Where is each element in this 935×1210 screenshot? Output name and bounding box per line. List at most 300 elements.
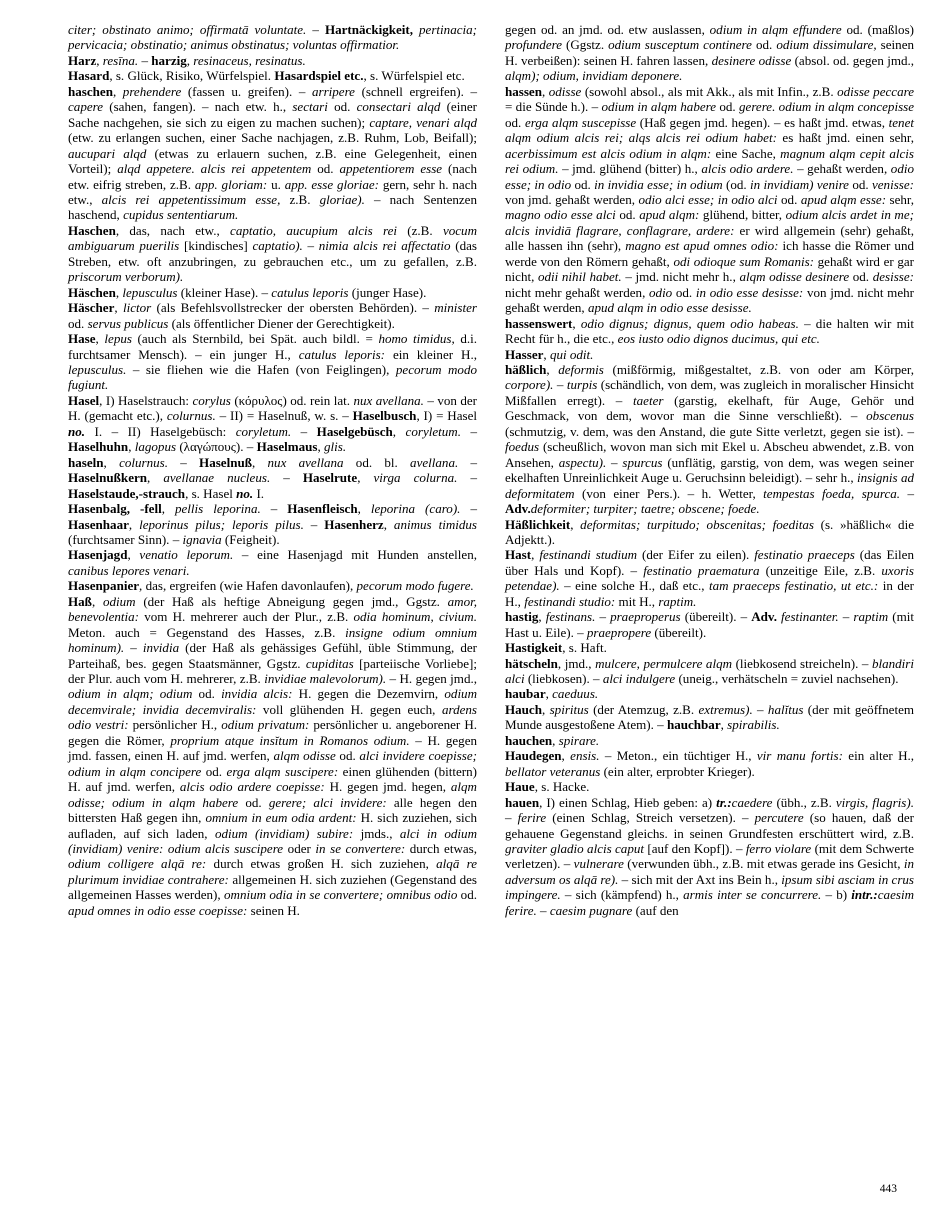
latin-gloss: in odio esse desisse: <box>695 284 804 300</box>
headword: hauen <box>505 794 540 810</box>
latin-gloss: odium in alqm; odium <box>68 686 193 702</box>
headword: hassen <box>505 83 542 99</box>
german-text: (z.B. <box>397 222 443 238</box>
german-text: – <box>900 485 914 501</box>
headword: Häscher <box>68 300 115 316</box>
german-text: – nach Sentenzen haschend, <box>68 191 477 223</box>
latin-gloss: odium in alqm habere <box>601 99 717 115</box>
latin-gloss: consectari alqd <box>356 99 441 115</box>
german-text: (schnell ergreifen). – <box>354 83 477 99</box>
dictionary-entry <box>505 795 914 919</box>
latin-gloss: odium <box>102 593 136 609</box>
latin-gloss: gerere. odium in alqm concepisse <box>739 99 915 115</box>
german-text: (das Streben, etw. oft anzubringen, zu gebrauchen etc., um zu gefallen, z.B. <box>68 238 478 269</box>
latin-gloss: graviter gladio alcis caput <box>505 841 645 857</box>
german-text: durch etwas, <box>405 841 477 857</box>
bold-italic-marker: no. <box>236 485 254 501</box>
headword: Haselnußkern <box>68 470 148 486</box>
latin-gloss: invidia <box>142 640 180 656</box>
page-number: 443 <box>879 1183 897 1195</box>
german-text: – eine Hasenjagd mit Hunden anstellen, <box>233 547 477 563</box>
dictionary-entry <box>68 547 477 578</box>
latin-gloss: prehendere <box>122 83 182 99</box>
german-text: – H. gegen jmd., <box>386 671 477 687</box>
latin-gloss: pecorum modo fugiunt. <box>68 361 477 393</box>
latin-gloss: alqm odisse; odium in alqm habere <box>68 779 477 810</box>
latin-gloss: leporinus pilus; leporis pilus. <box>139 516 304 532</box>
latin-gloss: in adversum os alqā re). <box>505 856 914 887</box>
dictionary-entry <box>505 22 914 84</box>
german-text: gehaßt wird er gar nicht, <box>505 253 914 285</box>
latin-gloss: ardens odio vestri: <box>68 701 477 733</box>
german-text: alle hegen den bittersten Haß gegen ihn, <box>68 794 477 826</box>
german-text: – sich (kämpfend) h., <box>560 887 684 903</box>
latin-gloss: deformis <box>558 361 604 377</box>
latin-gloss: odium (invidiam) subire: <box>214 825 354 841</box>
german-text: (unflätig, garstig, von dem, was wegen seiner ekelhaften Unreinlichkeit Auge u. Geruchsinn beleidigt). – sehr h., <box>505 454 915 486</box>
latin-gloss: alqm odisse desinere <box>739 269 850 285</box>
dictionary-entry <box>68 300 477 331</box>
german-text: (von einer Pers.). – h. Wetter, <box>574 485 764 501</box>
headword: Hauch <box>505 701 542 717</box>
latin-gloss: deformitas; turpitudo; obscenitas; foeditas <box>580 516 814 532</box>
headword: Hasenherz <box>324 516 384 532</box>
latin-gloss: odia hominum, civium. <box>353 609 477 625</box>
latin-gloss: pertinacia; pervicacia; obstinatio; animus obstinatus; voluntas offirmatior. <box>68 22 478 53</box>
headword: Hasard <box>68 68 110 84</box>
latin-gloss: festinandi studium <box>539 547 638 563</box>
german-text: (kleiner Hase). – <box>177 284 272 300</box>
german-text: – <box>291 423 317 439</box>
latin-gloss: odium colligere alqā re: <box>68 856 207 872</box>
german-text: , <box>114 300 123 316</box>
german-text: – <box>553 377 567 393</box>
headword: Haselhuhn <box>68 439 129 455</box>
german-text: , <box>570 516 581 532</box>
latin-gloss: nux avellana. <box>353 392 424 408</box>
latin-gloss: colurnus. <box>166 408 216 424</box>
latin-gloss: odium privatum: <box>221 717 310 733</box>
dictionary-entry <box>505 316 914 347</box>
headword: Hasenfleisch <box>287 501 358 517</box>
german-text: , <box>572 315 581 331</box>
german-text: es haßt jmd. einen sehr, <box>776 130 914 146</box>
headword: harzig <box>151 52 187 68</box>
german-text: (verwunden übh., z.B. mit etwas gerade ins Gesicht, <box>623 856 904 872</box>
latin-gloss: ferire <box>517 810 547 826</box>
german-text: (als Befehlsvollstrecker der obersten Behörden). – <box>151 300 435 316</box>
latin-gloss: sectari <box>292 99 328 115</box>
german-text: (der mit geöffnetem Munde ausgestoßene Atem). – <box>505 701 915 733</box>
latin-gloss: odium dissimulare, <box>776 37 877 53</box>
german-text: – <box>460 501 477 517</box>
headword: Haselmaus <box>256 439 318 455</box>
german-text: (übereilt). – <box>680 609 752 625</box>
german-text: od. <box>615 207 640 223</box>
latin-gloss: profundere <box>505 37 563 53</box>
latin-gloss: in invidiam) venire <box>750 176 849 192</box>
dictionary-entry <box>505 547 914 609</box>
german-text: od. bl. <box>343 454 411 470</box>
german-text: – Meton., ein tüchtiger H., <box>599 748 757 764</box>
german-text: H. gegen jmd. hegen, <box>324 779 451 795</box>
german-text: (als öffentlicher Diener der Gerechtigkeit). <box>168 315 395 331</box>
german-text: (etw. zu erlangen suchen, einer Sache nachjagen, z.B. Ruhm, Lob, Beifall); <box>68 130 477 146</box>
german-text: , <box>538 609 546 625</box>
latin-gloss: odium susceptum continere <box>608 37 752 53</box>
german-text: – jmd. nicht mehr h., <box>621 269 740 285</box>
german-text: (Ggstz. <box>562 37 609 53</box>
latin-gloss: amor, benevolentia: <box>68 593 477 625</box>
german-text: , <box>127 547 140 563</box>
latin-gloss: armis inter se concurrere. <box>683 887 822 903</box>
headword: Hasenbalg, -fell <box>68 501 162 517</box>
latin-gloss: uxoris petendae). <box>505 562 915 594</box>
german-text: od. <box>716 99 739 115</box>
german-text: ich hasse die Römer und werde von den Römern gehaßt, <box>505 238 914 269</box>
german-text: (absol. od. gegen jmd., <box>791 52 915 68</box>
german-text: (liebkosen). – <box>524 671 603 687</box>
headword: Haselnuß <box>199 454 252 470</box>
dictionary-entry <box>505 656 914 687</box>
latin-gloss: apud omnes in odio esse coepisse: <box>68 902 248 918</box>
german-text: (auf den <box>632 902 679 918</box>
german-text: , s. Haft. <box>562 640 607 656</box>
latin-gloss: animus timidus <box>393 516 477 532</box>
german-text: od. <box>201 763 227 779</box>
german-text: – <box>595 609 611 625</box>
headword: Hasenhaar <box>68 516 129 532</box>
german-text: , <box>720 717 728 733</box>
german-text: vom H. mehrerer auch der Plur., z.B. <box>139 609 354 625</box>
german-text: = die Sünde h.). – <box>505 99 602 115</box>
german-text: (λαγώπους). – <box>176 439 257 455</box>
german-text: – <box>270 470 303 486</box>
german-text: – jmd. glühend (bitter) h., <box>558 161 702 177</box>
headword: Hartnäckigkeit, <box>324 22 413 37</box>
german-text: (uneig., verhätscheln = zuviel nachsehen). <box>675 671 899 687</box>
latin-gloss: vocum ambiguarum puerilis <box>68 222 477 254</box>
latin-gloss: alqm odisse <box>273 748 336 764</box>
latin-gloss: appetentiorem esse <box>339 161 443 177</box>
latin-gloss: virga colurna. <box>373 470 458 486</box>
german-text: , I) Haselstrauch: <box>99 392 193 408</box>
latin-gloss: aucupari alqd <box>68 145 147 161</box>
headword: Hasenjagd <box>68 547 128 563</box>
german-text: (schmutzig, v. dem, was den Anstand, die gute Sitte verletzt, gegen sie ist). – <box>505 423 914 439</box>
latin-gloss: desisse: <box>872 269 914 285</box>
german-text: (Haß gegen jmd. hegen). – es haßt jmd. etwas, <box>636 114 889 130</box>
german-text: I. – II) Haselgebüsch: <box>85 423 236 439</box>
latin-gloss: citer; obstinato animo; offirmatā voluntate. <box>68 22 307 37</box>
latin-gloss: apud alqm: <box>639 207 700 223</box>
german-text: od. <box>68 315 88 331</box>
latin-gloss: venisse: <box>871 176 914 192</box>
dictionary-entry <box>505 84 914 316</box>
german-text: (κόρυλος) od. rein lat. <box>230 392 354 408</box>
german-text: (od. <box>722 176 751 192</box>
german-text: – sie fliehen wie die Hafen (von Feiglingen), <box>126 361 396 377</box>
latin-gloss: odii nihil habet. <box>537 269 622 285</box>
latin-gloss: coryletum. <box>405 423 461 439</box>
german-text: H. gegen die Dezemvirn, <box>292 686 445 702</box>
latin-gloss: magno est apud omnes odio: <box>625 238 779 254</box>
german-text: d.i. furchtsamer Mensch). – ein junger H., <box>68 331 478 362</box>
latin-gloss: captare, venari alqd <box>369 114 477 130</box>
german-text: , <box>561 748 571 764</box>
latin-gloss: aspectu). <box>558 454 607 470</box>
headword: Hasardspiel etc. <box>274 68 364 84</box>
latin-gloss: arripere <box>311 83 355 99</box>
german-text: seinen H. verbeißen): seinen H. fahren lassen, <box>505 37 915 68</box>
latin-gloss: coryletum. <box>235 423 292 439</box>
german-text: (junger Hase). <box>348 284 427 300</box>
latin-gloss: colurnus. <box>119 454 168 470</box>
german-text: ein alter H., <box>842 748 915 764</box>
latin-gloss: odio dignus; dignus, quem odio habeas. <box>580 315 799 331</box>
german-text: – b) <box>821 887 852 903</box>
german-text: (fassen u. greifen). – <box>181 83 312 99</box>
headword: Haselstaude,-strauch <box>68 485 186 501</box>
german-text: (sowohl absol., als mit Akk., als mit Infin., z.B. <box>581 83 838 99</box>
german-text: , das, ergreifen (wie Hafen davonlaufen), <box>139 578 357 594</box>
dictionary-entry <box>68 223 477 285</box>
dictionary-entry <box>505 733 914 748</box>
latin-gloss: vir manu fortis: <box>756 748 843 764</box>
german-text: , <box>147 470 164 486</box>
latin-gloss: ipsum sibi asciam in crus impingere. <box>505 871 914 903</box>
latin-gloss: alqm); odium, invidiam deponere. <box>505 68 683 84</box>
latin-gloss: magnum alqm cepit alcis rei odium. <box>505 145 914 177</box>
latin-gloss: tam praeceps festinatio, ut etc.: <box>708 578 879 594</box>
headword: Hastigkeit <box>505 640 563 656</box>
right-column <box>505 22 914 918</box>
german-text: (furchtsamer Sinn). – <box>68 531 183 547</box>
german-text: – <box>302 238 319 254</box>
german-text: jmds., <box>353 825 400 841</box>
german-text: persönlicher H., <box>128 717 222 733</box>
german-text: (übh., z.B. <box>772 794 836 810</box>
latin-gloss: catulus leporis: <box>298 346 385 362</box>
german-text: (mit dem Schwerte verletzen). – <box>505 841 914 872</box>
german-text: od. <box>192 686 222 702</box>
german-text: od. <box>751 37 777 53</box>
german-text: od. <box>849 269 873 285</box>
latin-gloss: erga alqm suscepisse <box>524 114 637 130</box>
dictionary-entry <box>505 702 914 733</box>
latin-gloss: resīna. <box>102 52 139 68</box>
german-text: , <box>543 346 550 362</box>
german-text: glühend, bitter, <box>699 207 786 223</box>
latin-gloss: in se convertere: <box>315 841 406 857</box>
latin-gloss: alci invidere coepisse; odium in alqm concipere <box>68 748 477 779</box>
german-text: in der H., <box>505 578 914 609</box>
latin-gloss: percutere <box>754 810 804 826</box>
headword: hastig <box>505 609 539 625</box>
german-text: er wird allgemein (sehr) gehaßt, alle hassen ihn (sehr), <box>505 222 914 254</box>
german-text: – <box>606 454 623 470</box>
german-text: – <box>458 454 478 470</box>
german-text: , <box>161 501 175 517</box>
headword: häßlich <box>505 361 547 377</box>
latin-gloss: deformiter; turpiter; taetre; obscene; foede. <box>530 501 760 517</box>
german-text: – H. gegen jmd. fassen, einen H. auf jmd. werfen, <box>68 732 478 764</box>
dictionary-entry <box>505 640 914 655</box>
german-text: , <box>531 547 540 563</box>
latin-gloss: nimia alcis rei affectatio <box>318 238 451 254</box>
latin-gloss: caedere <box>731 794 773 810</box>
headword: haschen <box>68 83 113 99</box>
latin-gloss: invidiae malevolorum). <box>264 671 387 687</box>
german-text: od. <box>571 176 595 192</box>
latin-gloss: priscorum verborum). <box>68 269 184 285</box>
latin-gloss: praepropere <box>586 624 652 640</box>
headword: Hasenpanier <box>68 578 140 594</box>
latin-gloss: gerere; alci invidere: <box>268 794 387 810</box>
headword: Haselbusch <box>352 408 417 424</box>
latin-gloss: ignavia <box>182 531 222 547</box>
latin-gloss: nux avellana <box>267 454 344 470</box>
german-text: gegen od. an jmd. od. etw auslassen, <box>505 22 710 37</box>
latin-gloss: lepus <box>104 331 132 347</box>
german-text: , <box>357 470 374 486</box>
german-text: , s. Würfelspiel etc. <box>363 68 465 84</box>
german-text: – <box>260 501 288 517</box>
german-text: sehr, <box>886 191 914 207</box>
german-text: – die halten wir mit Recht für h., die etc., <box>505 315 914 347</box>
dictionary-entry <box>505 517 914 548</box>
latin-gloss: spirabilis. <box>727 717 780 733</box>
german-text: – von der H. (gemacht etc.), <box>68 392 477 424</box>
headword: haseln <box>68 454 104 470</box>
latin-gloss: captatio, aucupium alcis rei <box>230 222 397 238</box>
latin-gloss: apud alqm esse: <box>800 191 887 207</box>
german-text: (scheußlich, wovon man sich mit Ekel u. Abscheu abwendet, z.B. von Ansehen, <box>505 439 914 470</box>
latin-gloss: pellis leporina. <box>174 501 261 517</box>
latin-gloss: obscenus <box>866 408 914 424</box>
headword: haubar <box>505 686 546 702</box>
german-text: od. <box>505 114 525 130</box>
german-text: persönlicher u. angeborener H. gegen die Römer, <box>68 717 477 748</box>
latin-gloss: avellana. <box>410 454 459 470</box>
latin-gloss: spirare. <box>558 732 600 748</box>
german-text: (das Eilen über Hals und Kopf). – <box>505 547 914 578</box>
german-text: (auch als Sternbild, bei Spät. auch bildl. = <box>131 331 379 347</box>
german-text: od. <box>327 99 357 115</box>
latin-gloss: in invidia esse; in odium <box>594 176 723 192</box>
latin-gloss: tenet alqm odium alcis rei; alqs alcis rei odium habet: <box>505 114 914 146</box>
german-text: (unzeitige Eile, z.B. <box>759 562 882 578</box>
latin-gloss: festinatio praematura <box>643 562 760 578</box>
dictionary-entry <box>68 84 477 223</box>
german-text: od. <box>777 191 801 207</box>
latin-gloss: avellanae nucleus. <box>163 470 271 486</box>
german-text: od. <box>335 748 360 764</box>
latin-gloss: lepusculus <box>122 284 178 300</box>
german-text: [kindisches] <box>179 238 253 254</box>
headword: Haselrute <box>302 470 358 486</box>
german-text: von jmd. nicht mehr gehaßt werden, <box>505 284 914 316</box>
latin-gloss: caeduus. <box>552 686 599 702</box>
german-text: , <box>383 516 394 532</box>
latin-gloss: canibus lepores venari. <box>68 562 190 578</box>
dictionary-entry <box>68 285 477 300</box>
german-text: , s. Glück, Risiko, Würfelspiel. <box>109 68 275 84</box>
german-text: od. <box>311 161 340 177</box>
latin-gloss: insigne odium omnium hominum). <box>68 624 478 656</box>
latin-gloss: desinere odisse <box>711 52 792 68</box>
latin-gloss: omnium in eum odia ardent: <box>205 810 357 826</box>
dictionary-entry <box>505 686 914 701</box>
dictionary-entry <box>68 22 477 53</box>
latin-gloss: odio esse; in odio <box>505 161 914 192</box>
dictionary-entry <box>505 362 914 517</box>
german-text: , s. Hasel <box>185 485 237 501</box>
latin-gloss: eos iusto odio dignos ducimus, qui etc. <box>617 331 820 347</box>
headword: Hase <box>68 331 96 347</box>
latin-gloss: capere <box>68 99 104 115</box>
german-text: (etwas zu erlauern suchen, z.B. eine Gelegenheit, einen Vorteil); <box>68 145 477 177</box>
headword: Haß <box>68 593 92 609</box>
german-text: , I) einen Schlag, Hieb geben: a) <box>539 794 717 810</box>
german-text: – <box>460 423 477 439</box>
german-text: od. (maßlos) <box>841 22 914 37</box>
german-text: (übereilt). <box>651 624 707 640</box>
latin-gloss: bellator veteranus <box>505 763 601 779</box>
german-text: od. <box>848 176 872 192</box>
german-text: voll glühenden H. gegen euch, <box>256 701 442 717</box>
latin-gloss: spurcus <box>622 454 663 470</box>
latin-gloss: festinans. <box>545 609 596 625</box>
german-text: (garstig, ekelhaft, für Auge, Gehör und Geschmack, von dem, wovor man die Sinne verschließt). – <box>505 392 914 424</box>
german-text: , <box>251 454 268 470</box>
latin-gloss: captatio). <box>252 238 303 254</box>
german-text: (der Haß als heftige Abneigung gegen jmd., Ggstz. <box>135 593 448 609</box>
latin-gloss: praeproperus <box>610 609 681 625</box>
german-text: I. <box>253 485 265 501</box>
german-text: mit H., <box>615 593 659 609</box>
german-text: (mit Hast u. Eile). – <box>505 609 915 640</box>
german-text: z.B. <box>280 191 320 207</box>
german-text: , <box>128 516 140 532</box>
latin-gloss: halĭtus <box>767 701 804 717</box>
latin-gloss: odio <box>649 284 673 300</box>
german-text: , <box>128 439 135 455</box>
bold-italic-marker: tr.: <box>716 794 732 810</box>
latin-gloss: minister <box>434 300 477 316</box>
german-text: , s. Hacke. <box>534 779 590 795</box>
latin-gloss: extremus). <box>698 701 753 717</box>
german-text: (Feigheit). <box>221 531 280 547</box>
german-text: seinen H. <box>247 902 300 918</box>
latin-gloss: festinanter. <box>776 609 839 625</box>
latin-gloss: blandiri alci <box>505 655 914 687</box>
german-text: , <box>96 52 103 68</box>
latin-gloss: caesim pugnare <box>549 902 633 918</box>
dictionary-entry <box>68 53 477 68</box>
headword: Haschen <box>68 222 116 238</box>
latin-gloss: mulcere, permulcere alqm <box>595 655 733 671</box>
latin-gloss: pecorum modo fugere. <box>356 578 474 594</box>
german-text: – eine solche H., daß etc., <box>559 578 709 594</box>
headword: Häßlichkeit <box>505 516 571 532</box>
german-text: (s. »häßlich« die Adjektt.). <box>505 516 914 547</box>
dictionary-entry <box>505 347 914 362</box>
latin-gloss: invidia alcis: <box>221 686 293 702</box>
latin-gloss: alcis odio ardere coepisse: <box>179 779 325 795</box>
german-text: – <box>306 22 325 37</box>
german-text: durch etwas großen H. sich zuziehen, <box>206 856 437 872</box>
